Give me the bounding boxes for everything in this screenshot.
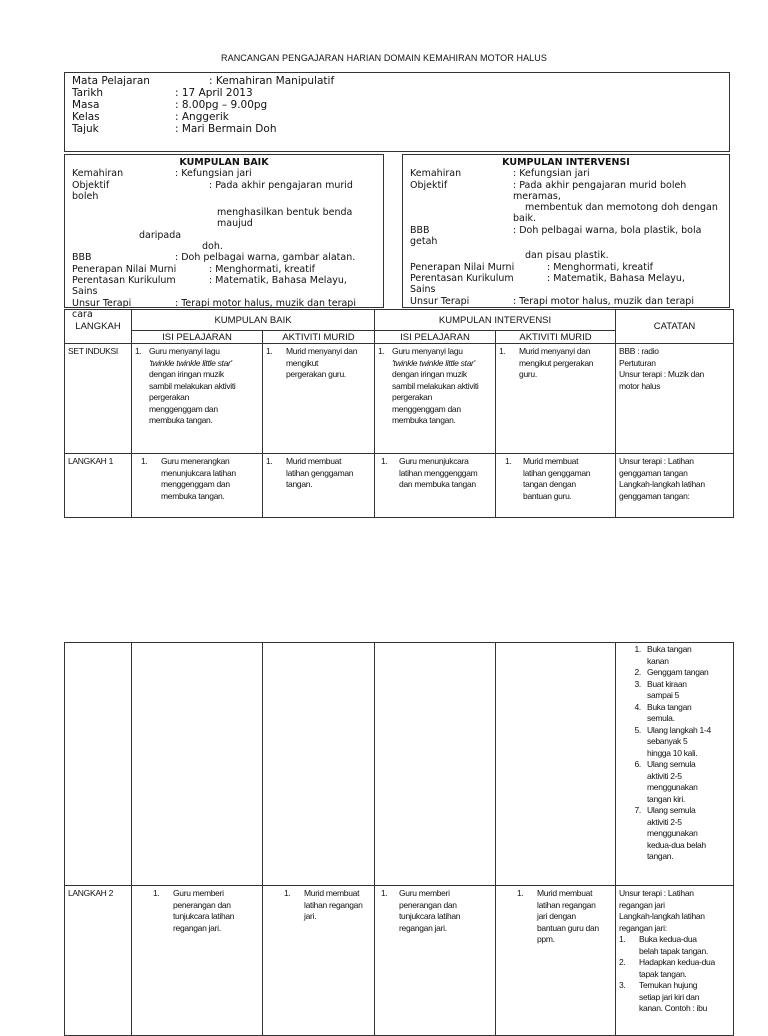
- kb-isi-cell: [132, 344, 263, 454]
- ki-isi-cell: [375, 454, 496, 518]
- table-row: [65, 643, 734, 886]
- table-row: [65, 344, 734, 454]
- text-line: kedua-dua belah: [647, 839, 706, 850]
- text-line: semula.: [647, 713, 675, 723]
- text-line: cara: [72, 308, 93, 320]
- info-value: : Kemahiran Manipulatif: [209, 75, 335, 87]
- text-line: mengikut: [286, 357, 319, 368]
- text-line: sambil melakukan aktiviti: [392, 380, 479, 391]
- list-number: 4.: [634, 701, 641, 712]
- text-line: ppm.: [537, 934, 555, 944]
- label: Penerapan Nilai Murni: [410, 261, 515, 273]
- text-line: menggenggam dan: [149, 403, 218, 414]
- label: Unsur Terapi: [72, 297, 132, 309]
- kb-aktiviti-cell: [263, 344, 375, 454]
- list-item: [619, 759, 730, 805]
- text-line: guru.: [519, 369, 537, 379]
- label: Perentasan Kurikulum: [410, 272, 514, 284]
- header-kumpulan-baik: KUMPULAN BAIK: [132, 310, 375, 331]
- text-line: menghasilkan bentuk benda maujud: [217, 207, 353, 230]
- label: Objektif: [410, 179, 448, 191]
- list-number: 1.: [266, 346, 273, 356]
- text-line: regangan jari.: [173, 922, 221, 933]
- list-item: [619, 667, 730, 679]
- text-line: membentuk dan memotong doh dengan: [525, 202, 718, 214]
- text-line: kanan. Contoh : ibu: [639, 1003, 708, 1013]
- list-number: 2.: [634, 667, 641, 677]
- value: : Menghormati, kreatif: [209, 263, 315, 275]
- header-isi-pelajaran: ISI PELAJARAN: [375, 331, 496, 344]
- text-line: bantuan guru dan: [537, 922, 599, 933]
- value: : Matematik, Bahasa Melayu,: [209, 274, 347, 286]
- text-line: baik.: [513, 213, 537, 225]
- value: : Pada akhir pengajaran murid boleh: [513, 179, 687, 191]
- text-line: getah: [410, 236, 438, 248]
- list-number: 1.: [505, 456, 512, 466]
- text-line: Murid membuat: [286, 456, 342, 466]
- text-line: penerangan dan: [399, 899, 457, 910]
- text-line: setiap jari kiri dan: [639, 991, 700, 1002]
- info-label: Mata Pelajaran: [72, 75, 150, 87]
- text-line: dan pisau plastik.: [525, 250, 609, 262]
- table-row: [65, 454, 734, 518]
- text-line: Guru memberi: [399, 888, 450, 898]
- text-line: Ulang langkah 1-4: [647, 724, 711, 735]
- header-langkah: LANGKAH: [65, 310, 132, 344]
- kumpulan-baik-box: [64, 154, 384, 320]
- value: : Pada akhir pengajaran murid: [209, 179, 353, 191]
- list-number: 1.: [499, 346, 506, 356]
- kb-isi-cell: [132, 643, 263, 886]
- catatan-cell: [616, 454, 734, 518]
- lesson-steps-table-continued: [64, 642, 734, 1036]
- list-number: 3.: [634, 678, 641, 689]
- list-item: [619, 725, 730, 760]
- ki-aktiviti-cell: [496, 454, 616, 518]
- text-line: Buka tangan: [647, 644, 692, 654]
- header-isi-pelajaran: ISI PELAJARAN: [132, 331, 263, 344]
- list-item: [619, 934, 730, 957]
- info-label: Tajuk: [72, 123, 99, 135]
- list-number: 1.: [266, 456, 273, 466]
- info-row-class: [72, 111, 722, 123]
- text-line: Murid membuat: [304, 888, 360, 898]
- text-line: Guru memberi: [173, 888, 224, 898]
- text-line: Unsur terapi : Latihan: [619, 456, 694, 466]
- text-line: Guru menunjukcara: [399, 456, 469, 466]
- text-line: Langkah-langkah latihan: [619, 911, 705, 921]
- text-line: Guru menyanyi lagu: [392, 346, 463, 356]
- text-line: menggenggam dan: [392, 403, 461, 414]
- label: Perentasan Kurikulum: [72, 274, 176, 286]
- list-number: 1.: [381, 456, 388, 466]
- langkah-cell: LANGKAH 1: [65, 454, 132, 518]
- text-line: motor halus: [619, 380, 661, 391]
- list-number: 7.: [634, 805, 641, 815]
- text-line: latihan genggaman: [286, 467, 354, 478]
- list-number: 1.: [619, 934, 626, 944]
- label: BBB: [410, 224, 430, 236]
- text-line: sambil melakukan aktiviti: [149, 380, 236, 391]
- text-line: Unsur terapi : Latihan: [619, 888, 694, 898]
- list-number: 1.: [284, 888, 291, 898]
- text-line: Buka kedua-dua: [639, 934, 697, 944]
- text-line: pergerakan: [392, 392, 433, 402]
- text-line: membuka tangan.: [161, 490, 225, 501]
- langkah-cell: SET INDUKSI: [65, 344, 132, 454]
- text-line: dan membuka tangan: [399, 479, 476, 489]
- kumpulan-intervensi-heading: KUMPULAN INTERVENSI: [502, 157, 630, 168]
- text-line: tunjukcara latihan: [173, 911, 235, 921]
- kumpulan-baik-heading: KUMPULAN BAIK: [179, 157, 269, 168]
- text-line: genggaman tangan: [619, 467, 688, 478]
- ki-isi-cell: [375, 344, 496, 454]
- kb-isi-cell: [132, 886, 263, 1036]
- header-aktiviti-murid: AKTIVITI MURID: [263, 331, 375, 344]
- info-label: Masa: [72, 99, 100, 111]
- text-line: aktiviti 2-5: [647, 816, 682, 827]
- kumpulan-intervensi-box: [402, 154, 730, 308]
- list-number: 1.: [381, 888, 388, 898]
- ki-isi-cell: [375, 886, 496, 1036]
- text-line: aktiviti 2-5: [647, 770, 682, 781]
- text-line: 'twinkle twinkle little star': [149, 357, 232, 368]
- kb-aktiviti-cell: [263, 886, 375, 1036]
- info-label: Kelas: [72, 111, 100, 123]
- text-line: Ulang semula: [647, 759, 696, 769]
- text-line: regangan jari:: [619, 922, 667, 933]
- text-line: dengan iringan muzik: [149, 369, 224, 379]
- text-line: Murid menyanyi dan: [286, 346, 358, 356]
- text-line: menggunakan: [647, 782, 698, 792]
- info-value: : 8.00pg – 9.00pg: [175, 99, 268, 111]
- text-line: tangan.: [647, 851, 674, 861]
- info-value: : 17 April 2013: [175, 87, 253, 99]
- info-row-subject: [72, 75, 722, 87]
- text-line: Langkah-langkah latihan: [619, 479, 705, 489]
- value: : Matematik, Bahasa Melayu,: [547, 272, 685, 284]
- value: : Doh pelbagai warna, bola plastik, bola: [513, 224, 702, 236]
- text-line: menggunakan: [647, 828, 698, 838]
- text-line: latihan regangan: [304, 899, 363, 910]
- text-line: sampai 5: [647, 690, 680, 700]
- catatan-cell: [616, 344, 734, 454]
- lesson-steps-table: [64, 309, 734, 518]
- list-number: 1.: [135, 346, 142, 356]
- catatan-cell: [616, 643, 734, 886]
- list-number: 1.: [517, 888, 524, 898]
- ki-isi-cell: [375, 643, 496, 886]
- lesson-info-box: [64, 72, 730, 152]
- text-line: tunjukcara latihan: [399, 911, 461, 921]
- text-line: tangan kiri.: [647, 793, 685, 804]
- info-label: Tarikh: [72, 87, 104, 99]
- kb-aktiviti-cell: [263, 454, 375, 518]
- text-line: BBB : radio: [619, 346, 659, 356]
- info-row-time: [72, 99, 722, 111]
- langkah-cell: [65, 643, 132, 886]
- info-row-topic: [72, 123, 722, 135]
- langkah-cell: LANGKAH 2: [65, 886, 132, 1036]
- text-line: tapak tangan.: [639, 968, 687, 979]
- label: Objektif: [72, 179, 110, 191]
- text-line: menggenggam dan: [161, 479, 230, 489]
- value: : Menghormati, kreatif: [547, 261, 653, 273]
- value: : Kefungsian jari: [513, 168, 590, 180]
- text-line: jari dengan: [537, 911, 576, 921]
- steps-list: [619, 644, 730, 863]
- text-line: membuka tangan.: [149, 415, 213, 425]
- label: Unsur Terapi: [410, 295, 470, 307]
- text-line: kanan: [647, 655, 669, 666]
- value: : Terapi motor halus, muzik dan terapi: [513, 295, 694, 307]
- ki-aktiviti-cell: [496, 344, 616, 454]
- text-line: membuka tangan.: [392, 415, 456, 425]
- value: : Terapi motor halus, muzik dan terapi: [175, 297, 356, 309]
- header-kumpulan-intervensi: KUMPULAN INTERVENSI: [375, 310, 616, 331]
- text-line: Sains: [410, 284, 436, 296]
- text-line: pergerakan guru.: [286, 369, 346, 379]
- label: Kemahiran: [72, 168, 124, 180]
- kb-isi-cell: [132, 454, 263, 518]
- text-line: daripada: [139, 229, 182, 241]
- text-line: Murid menyanyi dan: [519, 346, 591, 356]
- list-number: 2.: [619, 957, 626, 967]
- label: Penerapan Nilai Murni: [72, 263, 177, 275]
- info-row-date: [72, 87, 722, 99]
- text-line: dengan iringan muzik: [392, 369, 467, 379]
- text-line: Buat kiraan: [647, 678, 687, 689]
- text-line: pergerakan: [149, 392, 190, 402]
- text-line: penerangan dan: [173, 899, 231, 910]
- catatan-cell: [616, 886, 734, 1036]
- text-line: meramas,: [513, 190, 561, 202]
- label: Kemahiran: [410, 168, 462, 180]
- value: : Doh pelbagai warna, gambar alatan.: [175, 252, 356, 264]
- text-line: doh.: [202, 241, 223, 253]
- ki-aktiviti-cell: [496, 886, 616, 1036]
- steps-list: [619, 934, 730, 1015]
- header-catatan: CATATAN: [616, 310, 734, 344]
- text-line: Unsur terapi : Muzik dan: [619, 369, 704, 379]
- text-line: hingga 10 kali.: [647, 747, 698, 758]
- list-number: 1.: [378, 346, 385, 356]
- text-line: boleh: [72, 190, 99, 202]
- text-line: latihan regangan: [537, 899, 596, 910]
- text-line: latihan menggenggam: [399, 467, 478, 478]
- text-line: Guru menerangkan: [161, 456, 230, 466]
- text-line: Hadapkan kedua-dua: [639, 957, 715, 967]
- text-line: Murid membuat: [523, 456, 579, 466]
- text-line: Temukan hujung: [639, 980, 698, 990]
- text-line: Ulang semula: [647, 805, 696, 815]
- label: BBB: [72, 252, 92, 264]
- table-row: [65, 886, 734, 1036]
- text-line: jari.: [304, 911, 317, 921]
- text-line: latihan genggaman: [523, 467, 591, 478]
- list-item: [619, 957, 730, 980]
- value: : Kefungsian jari: [175, 168, 252, 180]
- text-line: regangan jari.: [399, 922, 447, 933]
- header-aktiviti-murid: AKTIVITI MURID: [496, 331, 616, 344]
- ki-aktiviti-cell: [496, 643, 616, 886]
- text-line: Sains: [72, 286, 98, 298]
- text-line: Murid membuat: [537, 888, 593, 898]
- info-value: : Mari Bermain Doh: [175, 123, 277, 135]
- list-number: 1.: [634, 644, 641, 654]
- text-line: sebanyak 5: [647, 736, 688, 746]
- text-line: regangan jari: [619, 899, 665, 910]
- list-item: [619, 980, 730, 1015]
- list-number: 3.: [619, 980, 626, 990]
- list-number: 5.: [634, 724, 641, 735]
- text-line: 'twinkle twinkle little star': [392, 357, 475, 368]
- list-item: [619, 702, 730, 725]
- text-line: menunjukcara latihan: [161, 467, 236, 478]
- list-item: [619, 644, 730, 667]
- text-line: Guru menyanyi lagu: [149, 346, 220, 356]
- text-line: Pertuturan: [619, 357, 656, 368]
- text-line: tangan dengan: [523, 479, 576, 489]
- info-value: : Anggerik: [175, 111, 229, 123]
- list-item: [619, 805, 730, 863]
- list-item: [619, 679, 730, 702]
- text-line: Genggam tangan: [647, 667, 709, 677]
- text-line: tangan.: [286, 479, 313, 489]
- text-line: bantuan guru.: [523, 490, 572, 501]
- text-line: mengikut pergerakan: [519, 357, 594, 368]
- text-line: belah tapak tangan.: [639, 945, 708, 956]
- text-line: genggaman tangan:: [619, 490, 690, 501]
- kb-aktiviti-cell: [263, 643, 375, 886]
- list-number: 1.: [153, 888, 160, 898]
- list-number: 1.: [141, 456, 148, 466]
- list-number: 6.: [634, 759, 641, 769]
- page-title: RANCANGAN PENGAJARAN HARIAN DOMAIN KEMAHIRAN MOTOR HALUS: [221, 53, 547, 63]
- text-line: Buka tangan: [647, 701, 692, 712]
